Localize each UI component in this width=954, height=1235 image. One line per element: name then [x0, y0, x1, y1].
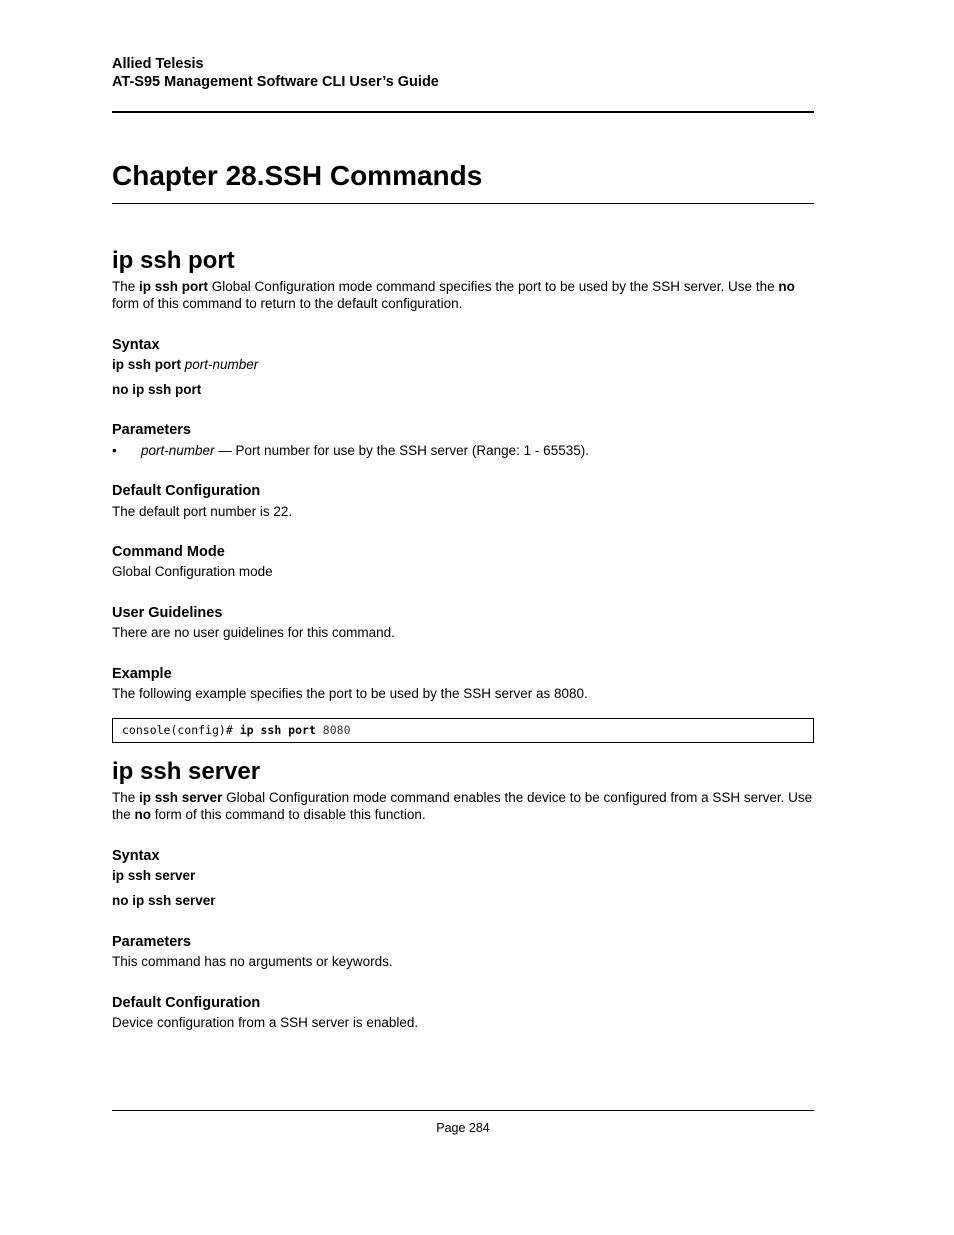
command-mode-heading: Command Mode — [112, 544, 225, 560]
intro-text: form of this command to return to the default configuration. — [112, 296, 463, 311]
default-config-heading: Default Configuration — [112, 483, 261, 499]
default-config-text: Device configuration from a SSH server is enabled. — [112, 1015, 419, 1030]
section2-intro — [112, 789, 814, 823]
header-company: Allied Telesis — [112, 56, 204, 72]
intro-command: ip ssh port — [139, 279, 209, 294]
code-argument: 8080 — [315, 723, 351, 737]
footer-rule — [112, 1110, 814, 1111]
header-rule — [112, 111, 814, 113]
intro-no-keyword: no — [778, 279, 795, 294]
code-example-box — [112, 718, 814, 743]
intro-text: The — [112, 790, 140, 805]
parameter-text: — Port number for use by the SSH server (Range: 1 - 65535). — [214, 443, 589, 458]
syntax-heading: Syntax — [112, 848, 160, 864]
syntax-no-line: no ip ssh port — [112, 382, 202, 397]
intro-text: form of this command to disable this function. — [151, 807, 426, 822]
intro-text: The — [112, 279, 140, 294]
parameters-text: This command has no arguments or keywords. — [112, 954, 393, 969]
header-guide-title: AT-S95 Management Software CLI User’s Guide — [112, 74, 439, 90]
section-title-ip-ssh-server: ip ssh server — [112, 758, 261, 785]
syntax-heading: Syntax — [112, 337, 160, 353]
parameter-description — [141, 442, 589, 459]
intro-text: Global Configuration mode command enables the device to be configured from a SSH server. Use the — [112, 790, 813, 822]
bullet-icon: • — [112, 443, 117, 458]
user-guidelines-text: There are no user guidelines for this command. — [112, 625, 395, 640]
user-guidelines-heading: User Guidelines — [112, 605, 223, 621]
intro-no-keyword: no — [134, 807, 152, 822]
parameters-heading: Parameters — [112, 934, 191, 950]
parameter-name: port-number — [141, 443, 215, 458]
command-mode-text: Global Configuration mode — [112, 564, 273, 579]
parameters-heading: Parameters — [112, 422, 191, 438]
syntax-argument: port-number — [184, 357, 259, 372]
example-text: The following example specifies the port to be used by the SSH server as 8080. — [112, 686, 588, 701]
intro-command: ip ssh server — [139, 790, 223, 805]
syntax-line: ip ssh server — [112, 868, 196, 883]
chapter-title: Chapter 28.SSH Commands — [112, 160, 483, 191]
default-config-heading: Default Configuration — [112, 995, 261, 1011]
intro-text: Global Configuration mode command specifies the port to be used by the SSH server. Use the — [208, 279, 779, 294]
code-prompt: console(config)# — [122, 723, 240, 737]
example-heading: Example — [112, 666, 172, 682]
syntax-line — [112, 356, 258, 373]
section-title-ip-ssh-port: ip ssh port — [112, 247, 235, 274]
parameter-list-item — [112, 442, 814, 459]
chapter-rule — [112, 203, 814, 204]
syntax-no-line: no ip ssh server — [112, 893, 216, 908]
section1-intro — [112, 278, 814, 312]
code-command: ip ssh port — [239, 723, 316, 737]
running-header — [112, 55, 439, 91]
page-number: Page 284 — [436, 1121, 490, 1135]
syntax-command: ip ssh port — [112, 357, 185, 372]
default-config-text: The default port number is 22. — [112, 504, 293, 519]
